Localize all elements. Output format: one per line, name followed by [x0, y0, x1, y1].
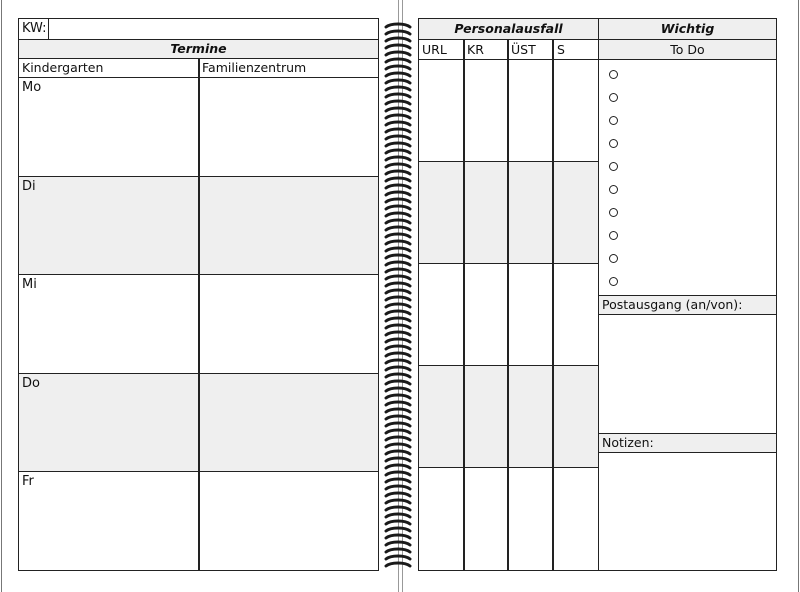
spiral-coil [386, 255, 410, 258]
todo-checkbox[interactable] [609, 208, 618, 217]
spiral-coil [386, 409, 410, 412]
spiral-coil [386, 192, 410, 195]
spiral-coil [386, 479, 410, 482]
personalausfall-row-mi[interactable] [419, 264, 598, 366]
spiral-coil [386, 465, 410, 468]
notizen-field[interactable] [599, 453, 776, 570]
spiral-coil [386, 59, 410, 62]
spiral-coil [386, 185, 410, 188]
spiral-coil [386, 346, 410, 349]
personalausfall-row-mo[interactable] [419, 60, 598, 162]
spiral-coil [386, 38, 410, 41]
spiral-coil [386, 143, 410, 146]
personalausfall-row-fr[interactable] [419, 468, 598, 570]
todo-checkbox[interactable] [609, 70, 618, 79]
left-page-edge [1, 0, 2, 592]
spiral-coil [386, 388, 410, 391]
day-label-fr: Fr [22, 474, 34, 489]
personalausfall-row-di[interactable] [419, 162, 598, 264]
s-column-header: S [557, 42, 565, 57]
spiral-coil [386, 164, 410, 167]
spiral-coil [386, 360, 410, 363]
spiral-coil [386, 535, 410, 538]
termine-title: Termine [19, 40, 378, 59]
spiral-coil [386, 66, 410, 69]
spiral-coil [386, 486, 410, 489]
spiral-coil [386, 136, 410, 139]
spiral-coil [386, 381, 410, 384]
spiral-coil [386, 248, 410, 251]
spiral-coil [386, 227, 410, 230]
spiral-coil [386, 115, 410, 118]
spiral-coil [386, 395, 410, 398]
familienzentrum-column-header: Familienzentrum [202, 60, 307, 75]
spiral-coil [386, 430, 410, 433]
spiral-coil [386, 220, 410, 223]
spiral-coil [386, 52, 410, 55]
spiral-coil [386, 325, 410, 328]
spiral-coil [386, 234, 410, 237]
spiral-coil [386, 290, 410, 293]
day-label-di: Di [22, 179, 36, 194]
todo-title: To Do [598, 40, 776, 60]
spiral-coil [386, 493, 410, 496]
spiral-coil [386, 80, 410, 83]
kindergarten-column-header: Kindergarten [22, 60, 104, 75]
todo-checkbox[interactable] [609, 231, 618, 240]
spiral-coil [386, 24, 410, 27]
spiral-coil [386, 367, 410, 370]
spiral-coil [386, 129, 410, 132]
spiral-coil [386, 150, 410, 153]
spiral-coil [386, 262, 410, 265]
spiral-coil [386, 556, 410, 559]
spiral-coil [386, 157, 410, 160]
spiral-coil [386, 213, 410, 216]
spiral-coil [386, 514, 410, 517]
todo-checkbox[interactable] [609, 254, 618, 263]
spiral-coil [386, 241, 410, 244]
spiral-coil [386, 94, 410, 97]
personalausfall-row-do[interactable] [419, 366, 598, 468]
spiral-coil [386, 549, 410, 552]
spiral-coil [386, 332, 410, 335]
kr-column-header: KR [467, 42, 484, 57]
spiral-coil [386, 276, 410, 279]
todo-checkbox[interactable] [609, 116, 618, 125]
personal-wichtig-page [418, 18, 777, 571]
spiral-coil [386, 353, 410, 356]
spiral-coil [386, 374, 410, 377]
spiral-coil [386, 423, 410, 426]
spiral-coil [386, 507, 410, 510]
spiral-coil [386, 297, 410, 300]
termine-column-divider [198, 59, 200, 570]
day-label-mi: Mi [22, 277, 37, 292]
right-page-edge [798, 0, 799, 592]
spiral-coil [386, 304, 410, 307]
todo-checkbox[interactable] [609, 162, 618, 171]
spiral-coil [386, 542, 410, 545]
spiral-binding [383, 20, 413, 570]
spiral-coil [386, 171, 410, 174]
spiral-coil [386, 451, 410, 454]
spiral-coil [386, 178, 410, 181]
todo-checkbox[interactable] [609, 277, 618, 286]
notizen-label: Notizen: [599, 433, 776, 453]
spiral-coil [386, 563, 410, 566]
uest-column-header: ÜST [511, 42, 536, 57]
wichtig-title: Wichtig [598, 19, 776, 40]
todo-list [599, 60, 776, 295]
spiral-coil [386, 122, 410, 125]
termine-page [18, 18, 379, 571]
postausgang-label: Postausgang (an/von): [599, 295, 776, 315]
spiral-coil [386, 437, 410, 440]
spiral-coil [386, 199, 410, 202]
todo-checkbox[interactable] [609, 139, 618, 148]
spiral-coil [386, 73, 410, 76]
spiral-coil [386, 311, 410, 314]
spiral-coil [386, 444, 410, 447]
calendar-week-field[interactable] [48, 19, 378, 39]
day-label-do: Do [22, 376, 40, 391]
todo-checkbox[interactable] [609, 93, 618, 102]
personalausfall-divider-3 [552, 40, 554, 570]
url-column-header: URL [422, 42, 447, 57]
calendar-week-label: KW: [22, 21, 47, 36]
spiral-coil [386, 521, 410, 524]
spiral-coil [386, 416, 410, 419]
personalausfall-column-headers [419, 40, 598, 60]
calendar-week-row [19, 19, 378, 40]
spiral-coil [386, 283, 410, 286]
postausgang-field[interactable] [599, 315, 776, 433]
spiral-coil [386, 500, 410, 503]
spiral-coil [386, 108, 410, 111]
personalausfall-divider-2 [507, 40, 509, 570]
personalausfall-divider-1 [463, 40, 465, 570]
spiral-coil [386, 528, 410, 531]
todo-checkbox[interactable] [609, 185, 618, 194]
spiral-coil [386, 339, 410, 342]
spiral-coil [386, 269, 410, 272]
spiral-coil [386, 101, 410, 104]
spiral-coil [386, 472, 410, 475]
spiral-coil [386, 31, 410, 34]
spiral-coil [386, 318, 410, 321]
spiral-coil [386, 458, 410, 461]
wichtig-column [598, 60, 776, 570]
spiral-coil [386, 206, 410, 209]
personalausfall-title: Personalausfall [419, 19, 598, 40]
spiral-coil [386, 402, 410, 405]
spiral-coil [386, 45, 410, 48]
spiral-coil [386, 87, 410, 90]
day-label-mo: Mo [22, 80, 42, 95]
